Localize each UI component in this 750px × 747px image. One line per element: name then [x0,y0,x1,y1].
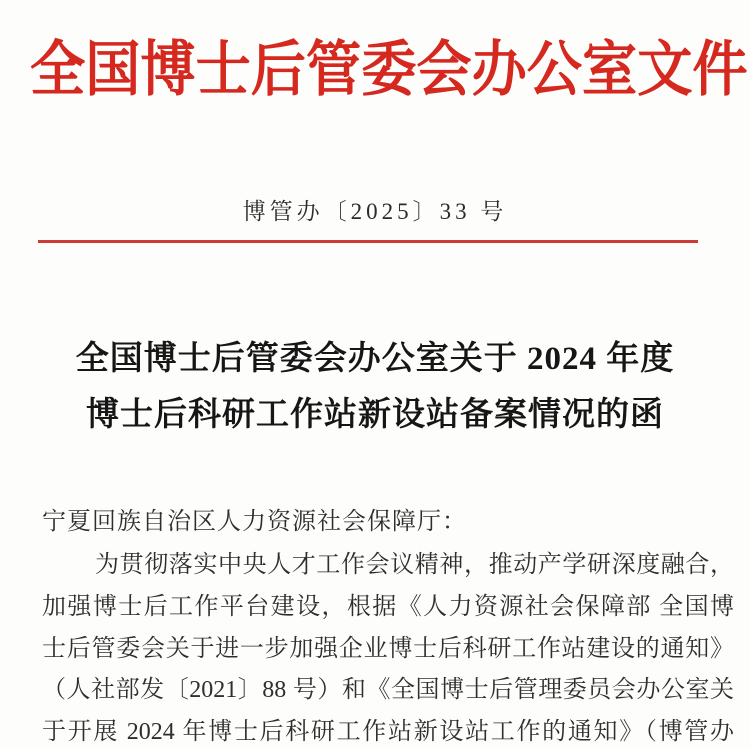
body-line-3: 士后管委会关于进一步加强企业博士后科研工作站建设的通知》 [42,636,734,662]
body-line-1: 为贯彻落实中央人才工作会议精神，推动产学研深度融合， [95,552,734,578]
document-title-line-1: 全国博士后管委会办公室关于 2024 年度 [75,341,675,377]
salutation: 宁夏回族自治区人力资源社会保障厅： [42,509,467,535]
body-line-2: 加强博士后工作平台建设，根据《人力资源社会保障部 全国博 [42,594,734,620]
body-line-4: （人社部发〔2021〕88 号）和《全国博士后管理委员会办公室关 [42,677,734,703]
document-title [0,331,750,443]
body-line-5: 于开展 2024 年博士后科研工作站新设站工作的通知》（博管办 [42,719,734,745]
document-title-line-2: 博士后科研工作站新设站备案情况的函 [86,397,664,433]
red-divider-line [38,240,698,243]
document-number: 博管办〔2025〕33 号 [242,199,508,224]
document-masthead: 全国博士后管委会办公室文件 [30,37,748,103]
